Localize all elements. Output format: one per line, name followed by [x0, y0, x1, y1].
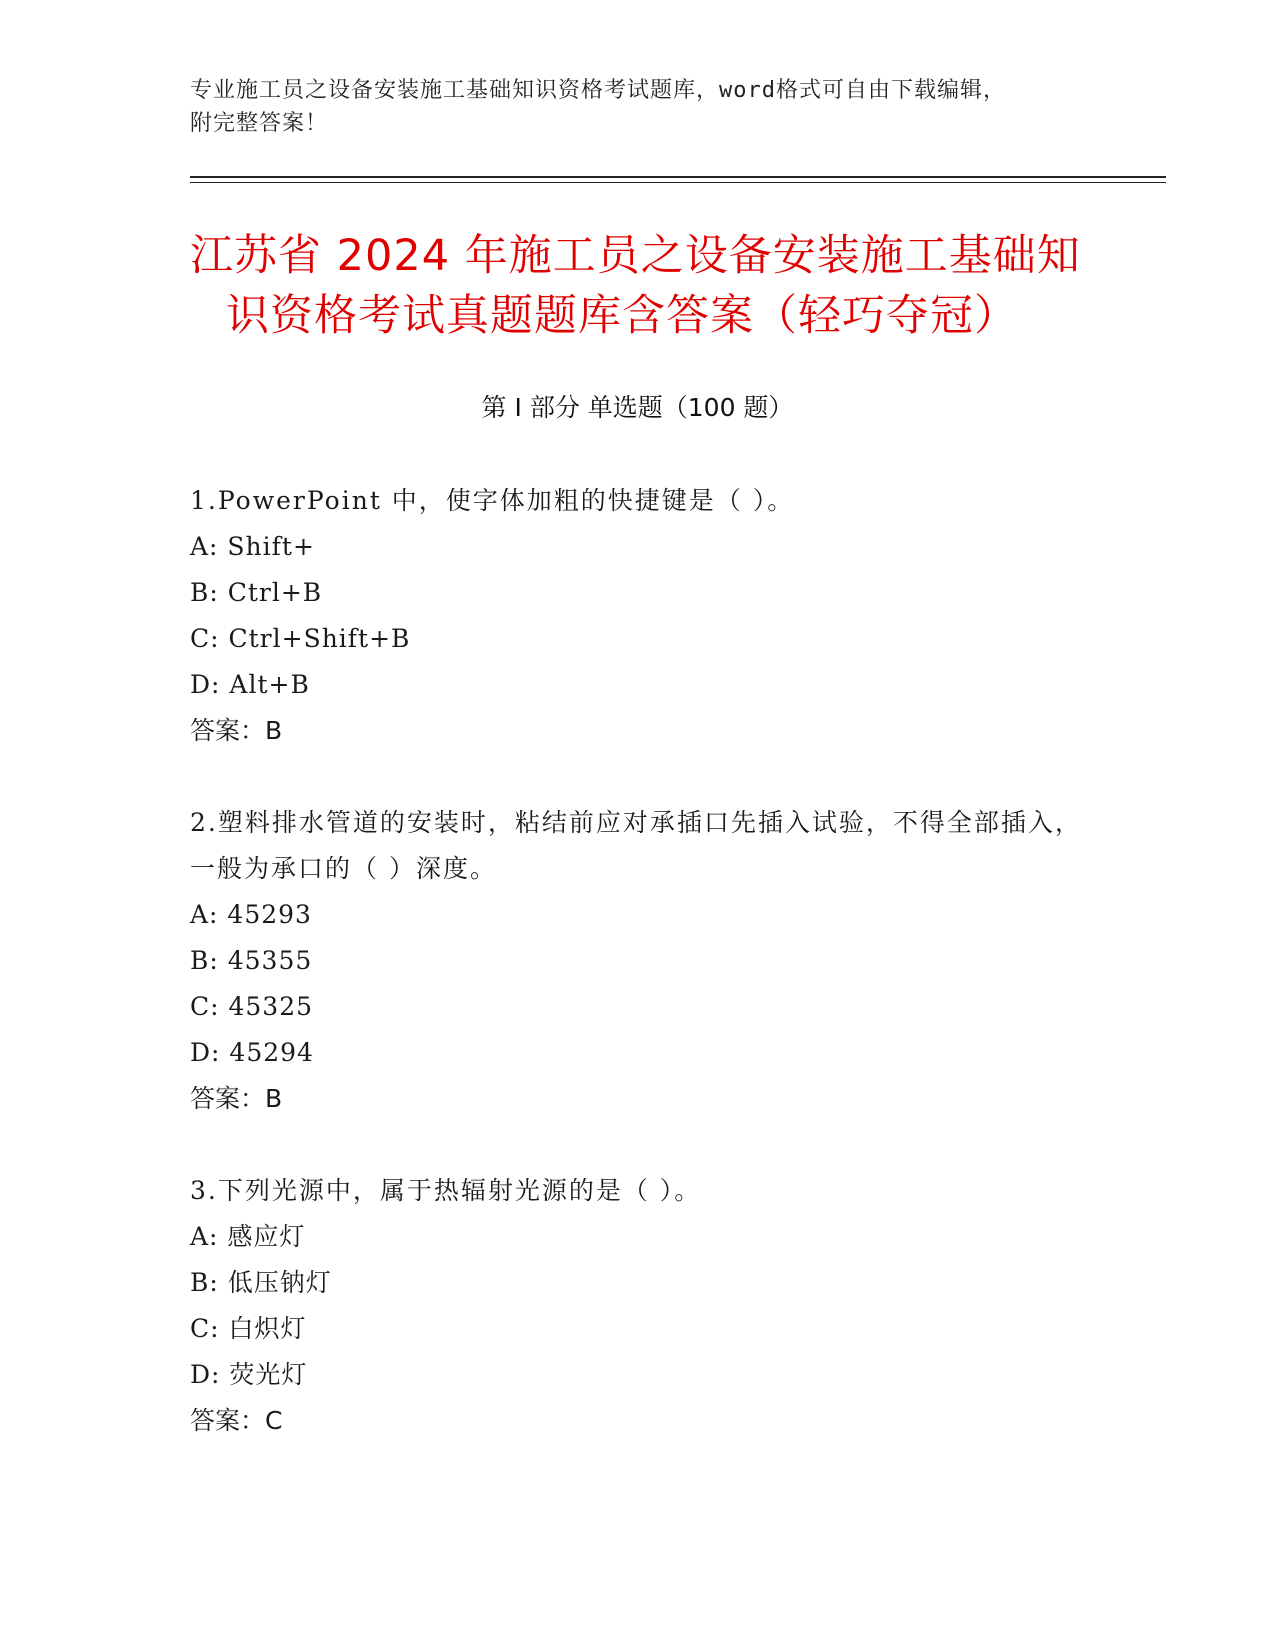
option-a: A: Shift+	[190, 532, 315, 561]
option-c: C: 45325	[190, 992, 314, 1021]
option-a: A: 45293	[190, 900, 312, 929]
option-b: B: 低压钠灯	[190, 1268, 332, 1297]
option-d: D: Alt+B	[190, 670, 310, 699]
section-heading: 第 I 部分 单选题（100 题）	[481, 393, 794, 422]
header-note	[190, 74, 1090, 140]
document-title	[190, 226, 1090, 346]
option-b: B: 45355	[190, 946, 313, 975]
question-2	[190, 800, 1090, 1122]
option-d: D: 荧光灯	[190, 1360, 308, 1389]
question-3	[190, 1168, 1090, 1444]
answer: 答案：C	[190, 1406, 283, 1435]
document-title-line-1: 江苏省 2024 年施工员之设备安装施工基础知	[190, 231, 1081, 281]
header-note-line-2: 附完整答案！	[190, 111, 329, 136]
answer: 答案：B	[190, 716, 283, 745]
answer: 答案：B	[190, 1084, 283, 1113]
header-note-line-1: 专业施工员之设备安装施工基础知识资格考试题库，word格式可自由下载编辑，	[190, 78, 1006, 103]
question-stem: 1.PowerPoint 中，使字体加粗的快捷键是（ ）。	[190, 486, 795, 515]
question-stem: 3.下列光源中，属于热辐射光源的是（ ）。	[190, 1176, 702, 1205]
header-divider-thick	[190, 176, 1166, 178]
question-1	[190, 478, 1090, 754]
option-d: D: 45294	[190, 1038, 314, 1067]
question-list	[190, 478, 1090, 1490]
option-c: C: 白炽灯	[190, 1314, 307, 1343]
question-stem: 2.塑料排水管道的安装时，粘结前应对承插口先插入试验，不得全部插入，一般为承口的（ ）深度。	[190, 808, 1082, 883]
option-c: C: Ctrl+Shift+B	[190, 624, 411, 653]
header-divider-thin	[190, 182, 1166, 183]
option-b: B: Ctrl+B	[190, 578, 323, 607]
option-a: A: 感应灯	[190, 1222, 306, 1251]
document-title-line-2: 识资格考试真题题库含答案（轻巧夺冠）	[226, 291, 1018, 341]
